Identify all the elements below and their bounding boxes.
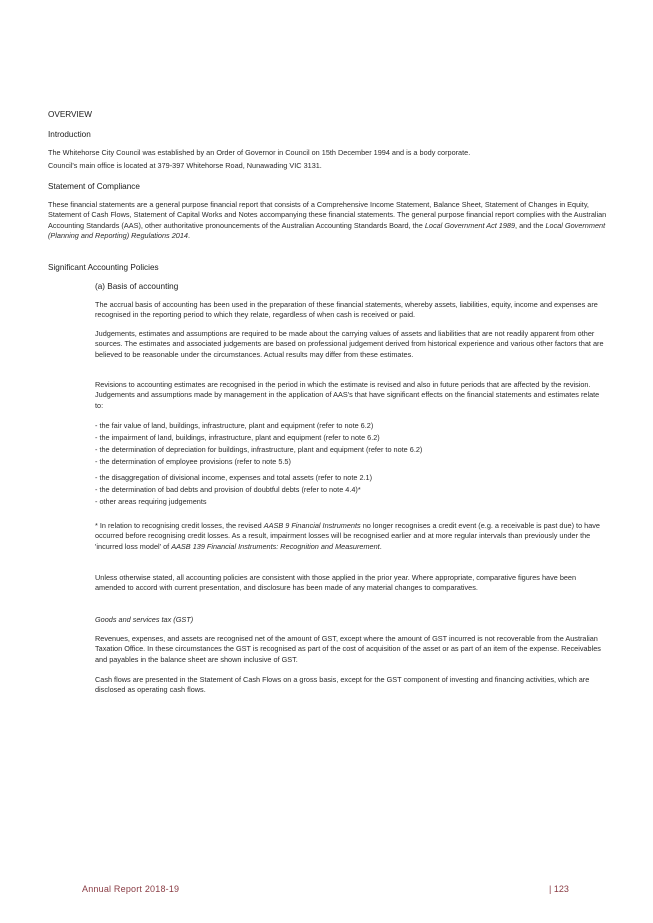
footnote-text-c: .	[379, 541, 382, 551]
footer-page-number: | 123	[549, 884, 569, 894]
section-title-overview: OVERVIEW	[48, 110, 92, 119]
compliance-text: These financial statements are a general purpose financial report that consists of a Comprehensive Income Statement, Balance Sheet, Statement of Changes in Equity, Statement of Cash Flows, Statement of Capital Works and Notes accompanying these financial statements. The general purpose financial report complies with the Australian Accounting Standards (AAS), other authoritative pronouncements of the Australian Accounting Standards Board, the	[48, 200, 607, 230]
heading-significant-accounting-policies: Significant Accounting Policies	[48, 263, 159, 272]
footnote-text-b: no longer recognises a credit event (e.g. a receivable is past due) to have occurred before recognising credit losses. As a result, impairment losses will be recognised earlier and at more regular intervals than previously under the 'incurred loss model' of	[95, 521, 600, 551]
list-item: - the determination of bad debts and provision of doubtful debts (refer to note 4.4)*	[95, 485, 361, 494]
compliance-end: .	[187, 231, 190, 241]
policy-paragraph-2: Judgements, estimates and assumptions are required to be made about the carrying values of assets and liabilities that are not readily apparent from other sources. The estimates and associated judgements are based on professional judgement derived from historical experience and various other factors that are believed to be reasonable under the circumstances. Actual results may differ from these estimates.	[95, 329, 604, 359]
compliance-act-1: Local Government Act 1989	[424, 220, 516, 230]
footnote-standard-1: AASB 9 Financial Instruments	[263, 521, 361, 530]
footnote-standard-2: AASB 139 Financial Instruments: Recognition and Measurement	[171, 541, 380, 551]
footnote-credit-losses	[95, 521, 605, 552]
heading-introduction: Introduction	[48, 130, 91, 139]
list-item: - the disaggregation of divisional income, expenses and total assets (refer to note 2.1)	[95, 473, 373, 482]
heading-gst: Goods and services tax (GST)	[95, 615, 194, 624]
compliance-act-2: Local Government (Planning and Reporting) Regulations 2014	[48, 220, 606, 241]
gst-paragraph-2: Cash flows are presented in the Statement of Cash Flows on a gross basis, except for the GST component of investing and financing activities, which are disclosed as operating cash flows.	[95, 675, 590, 695]
policy-paragraph-4: Unless otherwise stated, all accounting policies are consistent with those applied in the prior year. Where appropriate, comparative figures have been amended to accord with current presentation, and disclosure has been made of any material changes to comparatives.	[95, 573, 577, 593]
list-item: - the determination of depreciation for buildings, infrastructure, plant and equipment (refer to note 6.2)	[95, 445, 423, 454]
policy-paragraph-1: The accrual basis of accounting has been used in the preparation of these financial statements, whereby assets, liabilities, equity, income and expenses are recognised in the reporting period to which they relate, regardless of when cash is received or paid.	[95, 300, 598, 320]
heading-statement-of-compliance: Statement of Compliance	[48, 182, 140, 191]
compliance-paragraph	[48, 200, 608, 242]
intro-paragraph-2: Council's main office is located at 379-397 Whitehorse Road, Nunawading VIC 3131.	[48, 161, 322, 170]
compliance-mid: , and the	[515, 220, 546, 230]
list-item: - the impairment of land, buildings, infrastructure, plant and equipment (refer to note 6.2)	[95, 433, 380, 442]
heading-basis-of-accounting: (a) Basis of accounting	[95, 282, 179, 291]
intro-paragraph-1: The Whitehorse City Council was established by an Order of Governor in Council on 15th December 1994 and is a body corporate.	[48, 148, 471, 157]
policy-paragraph-3: Revisions to accounting estimates are recognised in the period in which the estimate is revised and also in future periods that are affected by the revision. Judgements and assumptions made by management in the application of AAS's that have significant effects on the financial statements and estimates relate to:	[95, 380, 600, 410]
footer-report-title: Annual Report 2018-19	[82, 884, 180, 894]
list-item: - the determination of employee provisions (refer to note 5.5)	[95, 457, 291, 466]
list-item: - other areas requiring judgements	[95, 497, 207, 506]
gst-paragraph-1: Revenues, expenses, and assets are recognised net of the amount of GST, except where the amount of GST incurred is not recoverable from the Australian Taxation Office. In these circumstances the GST is recognised as part of the cost of acquisition of the asset or as part of an item of the expense. Receivables and payables in the balance sheet are shown inclusive of GST.	[95, 634, 601, 664]
list-item: - the fair value of land, buildings, infrastructure, plant and equipment (refer to note 6.2)	[95, 421, 374, 430]
footnote-text-a: * In relation to recognising credit losses, the revised	[95, 521, 264, 530]
